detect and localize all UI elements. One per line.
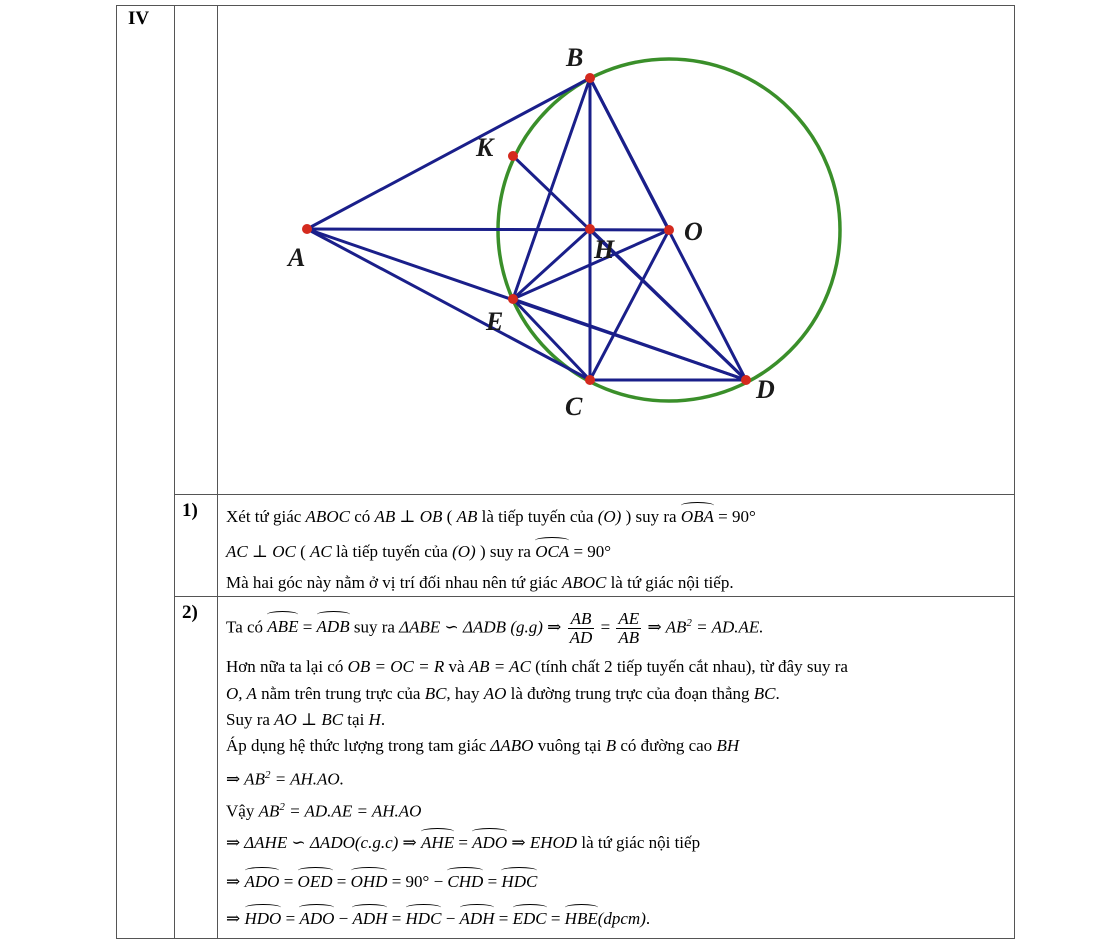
label-o: O bbox=[684, 217, 703, 246]
row-divider-part2 bbox=[174, 596, 1015, 597]
label-e: E bbox=[486, 307, 504, 336]
segment-ab bbox=[307, 78, 590, 229]
point-h bbox=[585, 224, 595, 234]
point-d bbox=[741, 375, 751, 385]
point-e bbox=[508, 294, 518, 304]
part1-line3: Mà hai góc này nằm ở vị trí đối nhau nên tứ giác ABOC là tứ giác nội tiếp. bbox=[226, 573, 734, 592]
point-o bbox=[664, 225, 674, 235]
part2-line10: ⇒ HDO = ADO − ADH = HDC − ADH = EDC = HBE(dpcm). bbox=[226, 909, 651, 928]
point-k bbox=[508, 151, 518, 161]
part2-line9: ⇒ ADO = OED = OHD = 90° − CHD = HDC bbox=[226, 872, 538, 891]
segment-ao bbox=[307, 229, 669, 230]
part2-line4: Suy ra AO ⊥ BC tại H. bbox=[226, 710, 386, 729]
part2-line7: Vậy $AB^2 = AD.AE = AH.AO$ bbox=[226, 801, 422, 821]
label-b: B bbox=[566, 43, 584, 72]
label-d: D bbox=[756, 375, 775, 404]
label-a: A bbox=[288, 243, 306, 272]
label-h: H bbox=[594, 235, 615, 264]
part-2-label: 2) bbox=[182, 602, 198, 623]
point-c bbox=[585, 375, 595, 385]
part2-line2: Hơn nữa ta lại có OB = OC = R và AB = AC (tính chất 2 tiếp tuyến cắt nhau), từ đây suy ra bbox=[226, 657, 848, 676]
point-a bbox=[302, 224, 312, 234]
part1-line1: Xét tứ giác ABOC có AB ⊥ OB ( AB là tiếp tuyến của (O) ) suy ra OBA = 90° bbox=[226, 507, 756, 526]
column-divider-1 bbox=[174, 5, 175, 939]
part-1-label: 1) bbox=[182, 500, 198, 521]
label-k: K bbox=[476, 133, 494, 162]
geometry-figure bbox=[218, 6, 1014, 493]
part2-line8: ⇒ ΔAHE ∽ ΔADO(c.g.c) ⇒ AHE = ADO ⇒ EHOD là tứ giác nội tiếp bbox=[226, 833, 701, 852]
part2-line3: O, A nằm trên trung trực của BC, hay AO là đường trung trực của đoạn thẳng BC. bbox=[226, 684, 780, 703]
part2-line6: ⇒ $AB^2 = AH.AO$. bbox=[226, 769, 344, 789]
part1-line2: AC ⊥ OC ( AC là tiếp tuyến của (O) ) suy ra OCA = 90° bbox=[226, 542, 612, 561]
row-divider-figure bbox=[174, 494, 1015, 495]
part2-line1: Ta có ABE = ADB suy ra ΔABE ∽ ΔADB (g.g) ⇒ $\frac{AB}{AD}$ = $\frac{AE}{AB}$ ⇒ $AB^2 = AD.AE$. bbox=[226, 609, 764, 647]
segment-ac bbox=[307, 229, 590, 380]
point-b bbox=[585, 73, 595, 83]
label-c: C bbox=[565, 392, 583, 421]
part2-line5: Áp dụng hệ thức lượng trong tam giác ΔABO vuông tại B có đường cao BH bbox=[226, 736, 740, 755]
section-label: IV bbox=[128, 8, 150, 29]
